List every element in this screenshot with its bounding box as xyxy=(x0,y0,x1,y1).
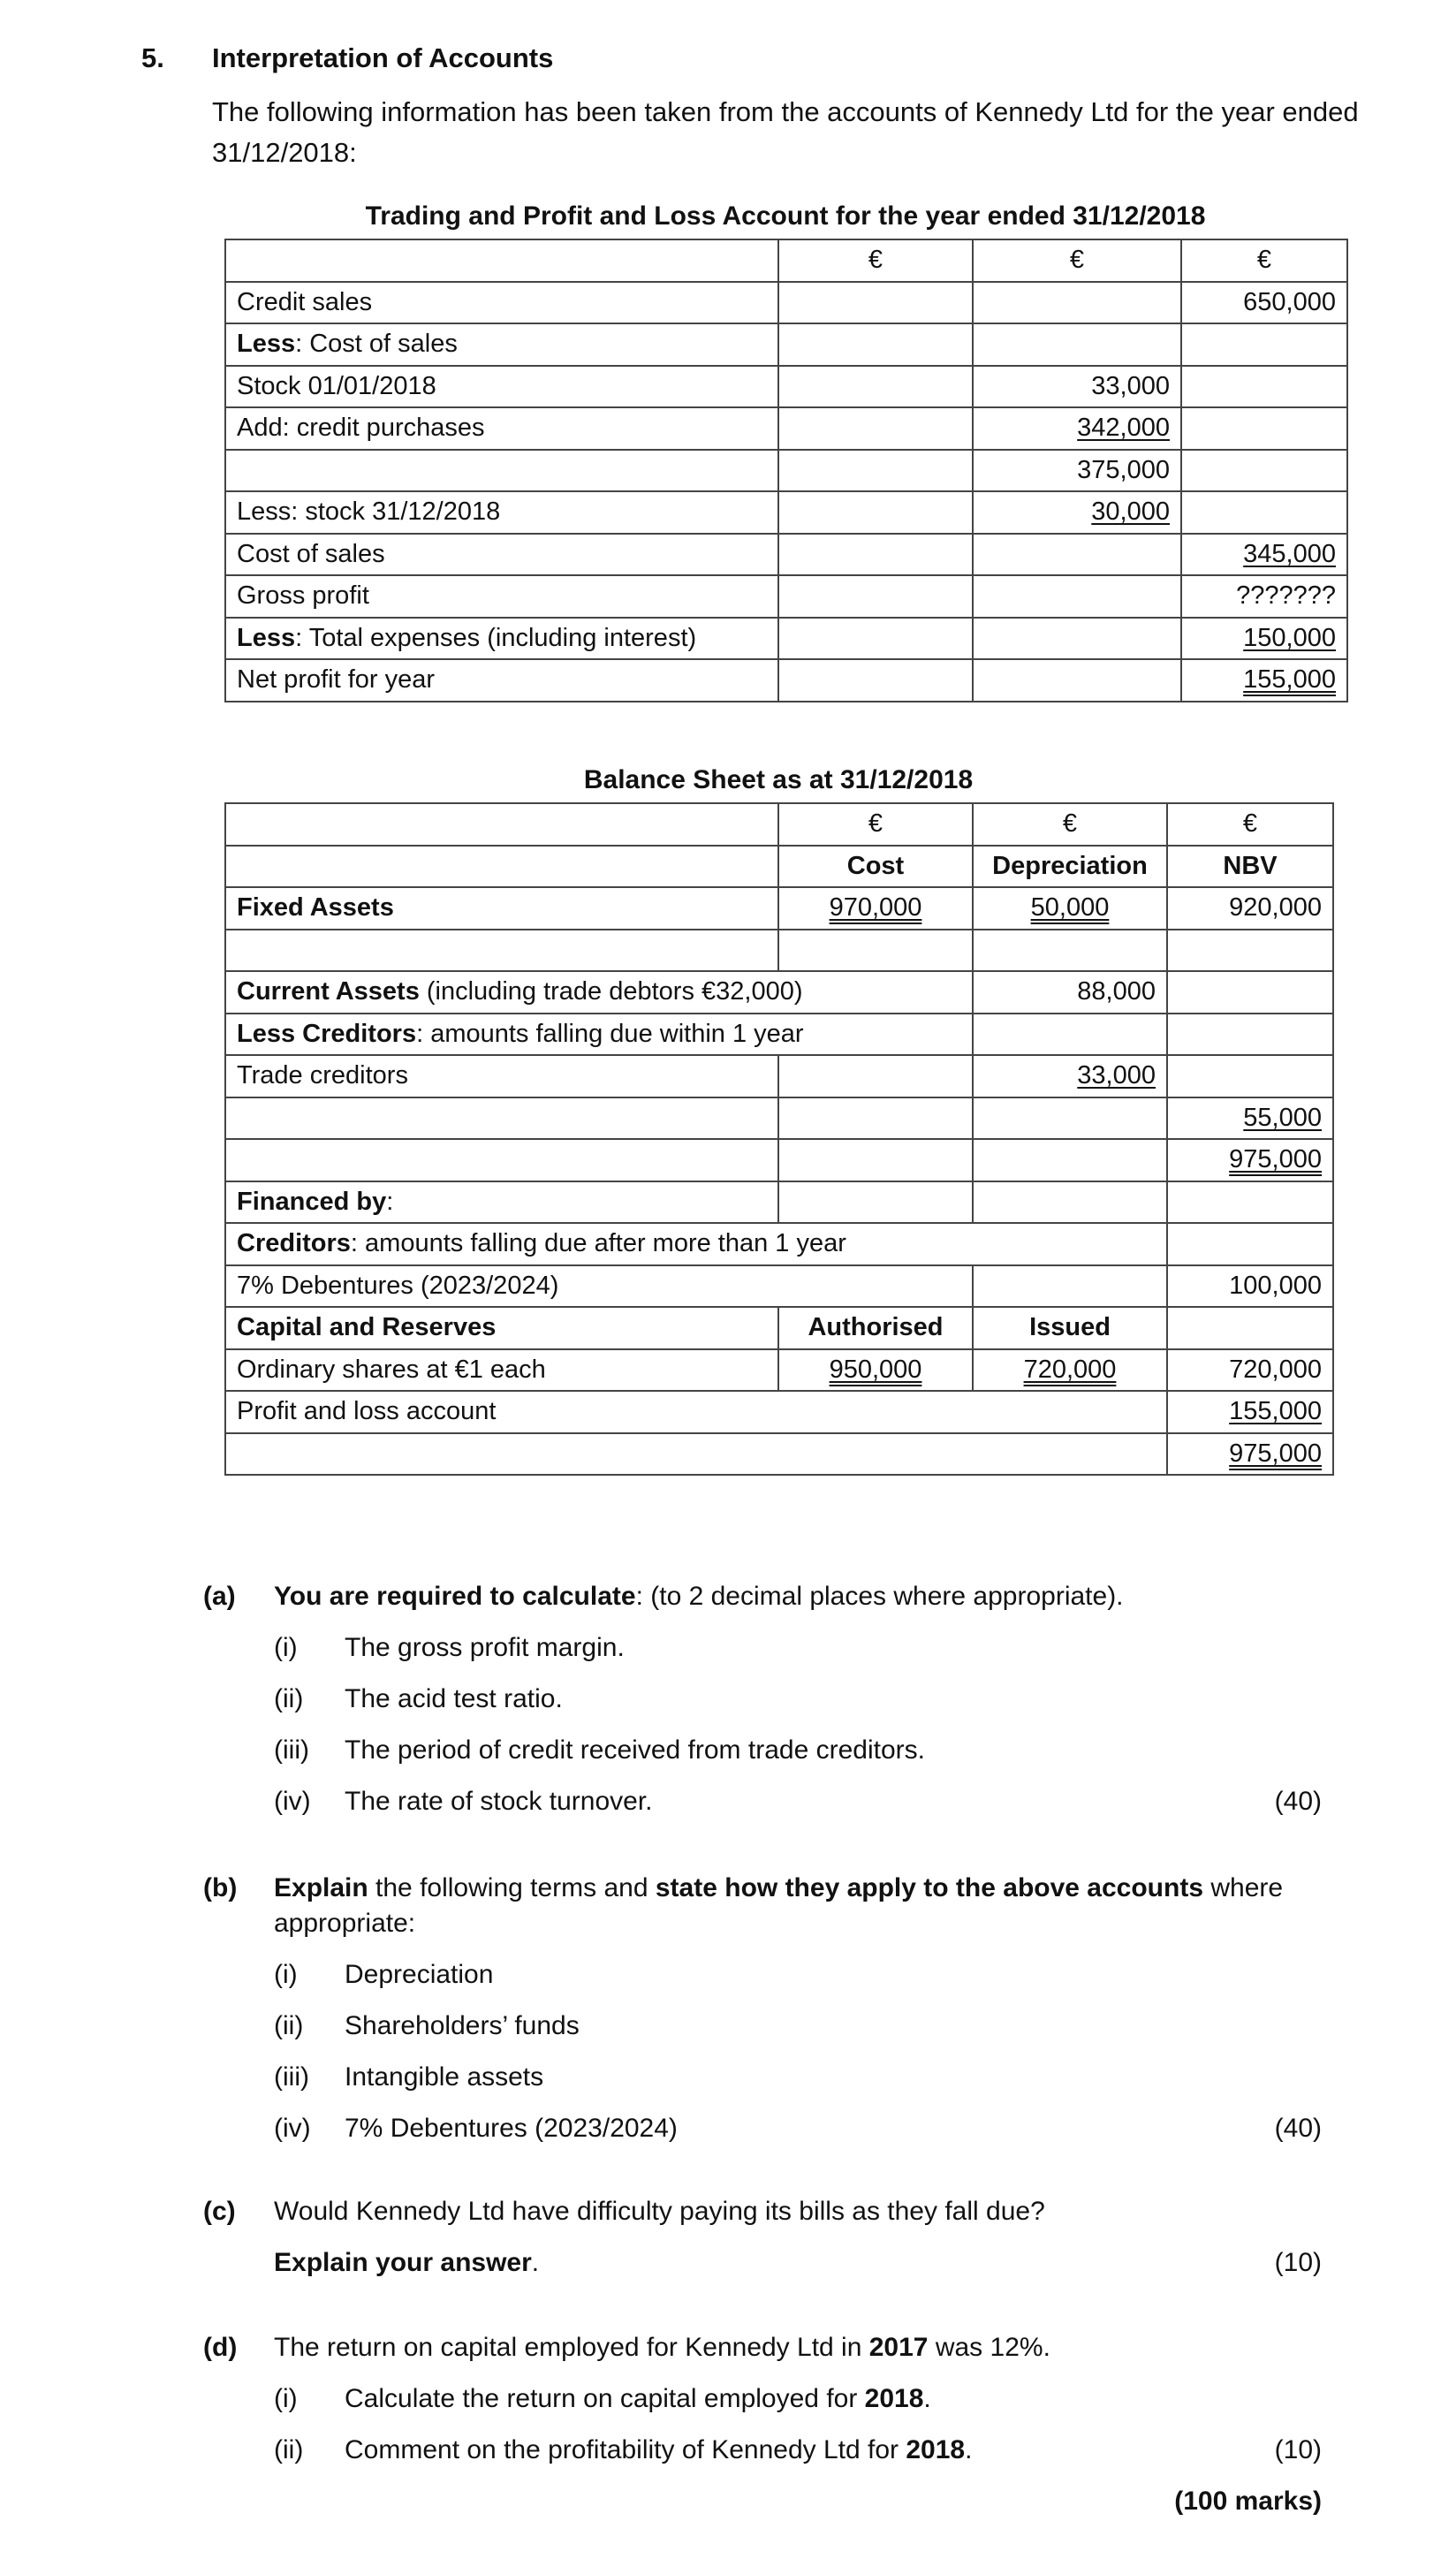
row-label: Stock 01/01/2018 xyxy=(225,366,778,408)
currency-header: € xyxy=(973,239,1181,282)
table-row xyxy=(225,1265,1333,1308)
row-label: Less: Total expenses (including interest) xyxy=(225,618,778,660)
row-label: Net profit for year xyxy=(225,659,778,702)
part-b-item: Depreciation xyxy=(345,1960,494,1989)
row-label: Add: credit purchases xyxy=(225,407,778,450)
row-label: Less Creditors: amounts falling due within 1 year xyxy=(225,1014,973,1056)
row-label: Trade creditors xyxy=(225,1055,778,1097)
table-row xyxy=(225,1097,1333,1140)
part-a-item: The gross profit margin. xyxy=(345,1633,625,1662)
part-d-item: Comment on the profitability of Kennedy Ltd for 2018. xyxy=(345,2435,973,2464)
row-label: Gross profit xyxy=(225,575,778,618)
currency-header: € xyxy=(1167,803,1333,846)
cell-value: 345,000 xyxy=(1243,539,1336,568)
part-d-item: Calculate the return on capital employed for 2018. xyxy=(345,2384,931,2413)
part-a-item-num: (ii) xyxy=(274,1684,304,1713)
part-b-item-num: (ii) xyxy=(274,2011,304,2040)
row-label: Creditors: amounts falling due after more than 1 year xyxy=(225,1223,1167,1265)
cell-value: 30,000 xyxy=(1091,497,1170,527)
part-b-lead-cont: appropriate: xyxy=(274,1909,416,1938)
cell-value: 33,000 xyxy=(973,366,1181,408)
cell-value: 55,000 xyxy=(1243,1103,1322,1132)
part-a-item-num: (i) xyxy=(274,1633,298,1662)
row-label: Capital and Reserves xyxy=(225,1307,778,1349)
currency-header: € xyxy=(973,803,1167,846)
part-d-item-num: (ii) xyxy=(274,2435,304,2464)
part-a-letter: (a) xyxy=(203,1582,236,1611)
balance-title: Balance Sheet as at 31/12/2018 xyxy=(583,765,974,794)
table-row xyxy=(225,407,1347,450)
table-row xyxy=(225,1139,1333,1181)
part-a-item-num: (iv) xyxy=(274,1787,311,1816)
table-row xyxy=(225,575,1347,618)
part-d-letter: (d) xyxy=(203,2333,238,2362)
table-row xyxy=(225,450,1347,492)
cell-value: 720,000 xyxy=(1167,1349,1333,1392)
table-row xyxy=(225,618,1347,660)
row-label: Less: stock 31/12/2018 xyxy=(225,491,778,534)
cell-value: 342,000 xyxy=(1077,414,1170,443)
cell-value: 970,000 xyxy=(829,893,922,923)
cell-value: 150,000 xyxy=(1243,623,1336,652)
part-a-lead: You are required to calculate: (to 2 decimal places where appropriate). xyxy=(274,1582,1124,1611)
part-c-letter: (c) xyxy=(203,2197,236,2226)
cell-value: 155,000 xyxy=(1243,665,1336,695)
row-label: Less: Cost of sales xyxy=(225,323,778,366)
table-row xyxy=(225,366,1347,408)
row-label: Fixed Assets xyxy=(225,887,778,930)
table-row xyxy=(225,1349,1333,1392)
table-row xyxy=(225,930,1333,972)
part-b-marks: (40) xyxy=(1274,2114,1322,2143)
cell-value: 920,000 xyxy=(1167,887,1333,930)
currency-header: € xyxy=(778,803,973,846)
cell-value: 975,000 xyxy=(1229,1145,1322,1174)
column-header: Depreciation xyxy=(973,846,1167,888)
column-header: Authorised xyxy=(778,1307,973,1349)
table-row xyxy=(225,1433,1333,1476)
row-label: Financed by: xyxy=(225,1181,778,1224)
table-row xyxy=(225,1055,1333,1097)
table-row xyxy=(225,1391,1333,1433)
part-d-item-num: (i) xyxy=(274,2384,298,2413)
question-title: Interpretation of Accounts xyxy=(212,42,554,73)
trading-table xyxy=(224,239,1348,702)
table-row xyxy=(225,1223,1333,1265)
part-d-marks: (10) xyxy=(1274,2435,1322,2464)
part-b-item: Shareholders’ funds xyxy=(345,2011,580,2040)
cell-value: 50,000 xyxy=(1030,893,1110,923)
table-row xyxy=(225,282,1347,324)
table-row xyxy=(225,659,1347,702)
table-row xyxy=(225,239,1347,282)
cell-value: 100,000 xyxy=(1167,1265,1333,1308)
currency-header: € xyxy=(778,239,973,282)
row-label: Current Assets (including trade debtors €32,000) xyxy=(225,971,973,1014)
cell-value: ??????? xyxy=(1181,575,1347,618)
part-b-item-num: (i) xyxy=(274,1960,298,1989)
part-a-marks: (40) xyxy=(1274,1787,1322,1816)
cell-value: 650,000 xyxy=(1181,282,1347,324)
column-header: Cost xyxy=(778,846,973,888)
row-label: Credit sales xyxy=(225,282,778,324)
cell-value: 720,000 xyxy=(1023,1355,1117,1384)
table-row xyxy=(225,534,1347,576)
part-a-item: The period of credit received from trade creditors. xyxy=(345,1735,925,1765)
part-c-marks: (10) xyxy=(1274,2248,1322,2277)
part-a-item-num: (iii) xyxy=(274,1735,309,1765)
cell-value: 950,000 xyxy=(829,1355,922,1384)
part-b-item: 7% Debentures (2023/2024) xyxy=(345,2114,678,2143)
part-b-letter: (b) xyxy=(203,1873,238,1902)
cell-value: 33,000 xyxy=(1077,1061,1156,1090)
table-row xyxy=(225,323,1347,366)
cell-value: 975,000 xyxy=(1229,1439,1322,1468)
currency-header: € xyxy=(1181,239,1347,282)
cell-value: 155,000 xyxy=(1229,1397,1322,1426)
question-intro: The following information has been taken from the accounts of Kennedy Ltd for the year ended 31/12/2018: xyxy=(212,96,1359,168)
table-row xyxy=(225,1014,1333,1056)
table-row xyxy=(225,971,1333,1014)
part-a-item: The rate of stock turnover. xyxy=(345,1787,653,1816)
part-d-text: The return on capital employed for Kennedy Ltd in 2017 was 12%. xyxy=(274,2333,1050,2362)
trading-title: Trading and Profit and Loss Account for the year ended 31/12/2018 xyxy=(365,201,1206,231)
part-c-text: Would Kennedy Ltd have difficulty paying its bills as they fall due? xyxy=(274,2197,1045,2226)
column-header: NBV xyxy=(1167,846,1333,888)
row-label: Cost of sales xyxy=(225,534,778,576)
column-header: Issued xyxy=(973,1307,1167,1349)
part-b-item-num: (iii) xyxy=(274,2062,309,2092)
balance-table xyxy=(224,802,1334,1476)
question-number: 5. xyxy=(141,42,164,73)
row-label: 7% Debentures (2023/2024) xyxy=(225,1265,973,1308)
table-row xyxy=(225,887,1333,930)
table-row xyxy=(225,491,1347,534)
table-row xyxy=(225,803,1333,846)
table-row xyxy=(225,846,1333,888)
part-c-instruction: Explain your answer. xyxy=(274,2248,540,2277)
table-row xyxy=(225,1307,1333,1349)
part-a-item: The acid test ratio. xyxy=(345,1684,563,1713)
part-b-item: Intangible assets xyxy=(345,2062,544,2092)
part-b-item-num: (iv) xyxy=(274,2114,311,2143)
cell-value: 375,000 xyxy=(973,450,1181,492)
part-b-lead: Explain the following terms and state how they apply to the above accounts where xyxy=(274,1873,1284,1902)
cell-value: 88,000 xyxy=(973,971,1167,1014)
table-row xyxy=(225,1181,1333,1224)
row-label: Ordinary shares at €1 each xyxy=(225,1349,778,1392)
total-marks: (100 marks) xyxy=(1174,2487,1322,2516)
row-label: Profit and loss account xyxy=(225,1391,1167,1433)
